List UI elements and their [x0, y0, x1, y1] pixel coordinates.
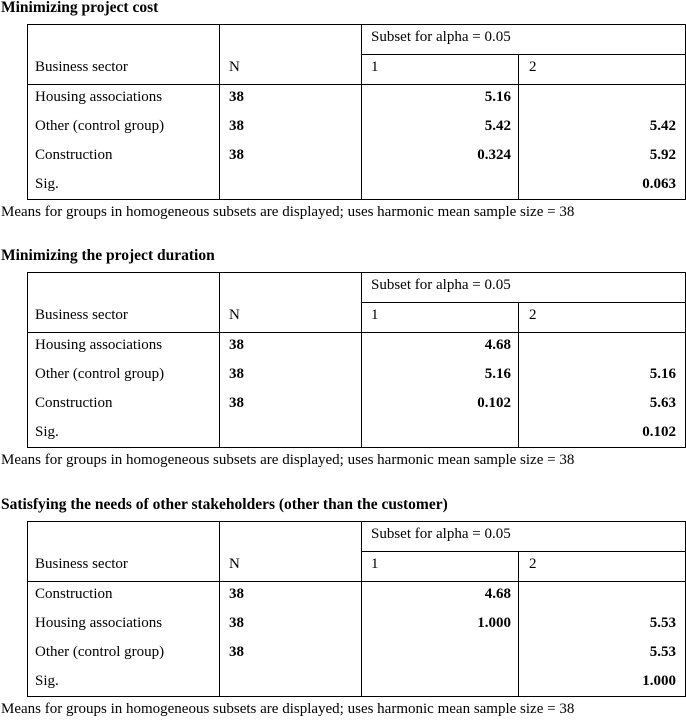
- row-n: 38: [229, 615, 244, 631]
- results-table: [0, 24, 686, 200]
- row-label: Other (control group): [35, 366, 165, 382]
- row-subset-1: 0.324: [477, 147, 511, 163]
- row-subset-1: 4.68: [484, 337, 511, 353]
- row-subset-2: 5.92: [649, 147, 676, 163]
- header-subset-1: 1: [371, 59, 379, 75]
- row-label: Sig.: [35, 424, 59, 440]
- subset-header-divider: [361, 551, 686, 552]
- table-border-left: [27, 521, 28, 697]
- subset-header-divider: [361, 54, 686, 55]
- table-footnote: Means for groups in homogeneous subsets are displayed; uses harmonic mean sample size = 38: [1, 204, 575, 220]
- row-n: 38: [229, 395, 244, 411]
- row-subset-1: 0.102: [477, 395, 511, 411]
- header-subset-for-alpha: Subset for alpha = 0.05: [371, 526, 511, 542]
- header-n: N: [229, 307, 240, 323]
- header-body-divider: [27, 84, 686, 85]
- table-border-top: [27, 521, 686, 522]
- col-divider-subset1: [361, 521, 362, 697]
- row-label: Construction: [35, 586, 113, 602]
- col-divider-n: [219, 521, 220, 697]
- row-subset-2: 0.063: [642, 176, 676, 192]
- header-subset-2: 2: [529, 556, 537, 572]
- row-subset-2: 5.42: [649, 118, 676, 134]
- section-title: Satisfying the needs of other stakeholders (other than the customer): [1, 496, 448, 513]
- subset-header-divider: [361, 302, 686, 303]
- row-label: Housing associations: [35, 89, 163, 105]
- table-footnote: Means for groups in homogeneous subsets are displayed; uses harmonic mean sample size = 38: [1, 701, 575, 717]
- header-body-divider: [27, 332, 686, 333]
- section-title: Minimizing project cost: [1, 0, 159, 16]
- row-label: Housing associations: [35, 615, 163, 631]
- row-subset-2: 0.102: [642, 424, 676, 440]
- header-business-sector: Business sector: [35, 59, 128, 75]
- header-business-sector: Business sector: [35, 556, 128, 572]
- table-border-left: [27, 272, 28, 448]
- header-subset-1: 1: [371, 556, 379, 572]
- header-body-divider: [27, 581, 686, 582]
- header-subset-for-alpha: Subset for alpha = 0.05: [371, 29, 511, 45]
- row-n: 38: [229, 644, 244, 660]
- row-subset-2: 5.63: [649, 395, 676, 411]
- table-border-bottom: [27, 199, 686, 200]
- row-subset-2: 5.53: [649, 615, 676, 631]
- row-label: Other (control group): [35, 118, 165, 134]
- row-n: 38: [229, 586, 244, 602]
- row-subset-1: 5.16: [484, 89, 511, 105]
- table-border-top: [27, 272, 686, 273]
- row-subset-1: 4.68: [484, 586, 511, 602]
- row-label: Construction: [35, 147, 113, 163]
- row-label: Sig.: [35, 176, 59, 192]
- header-n: N: [229, 556, 240, 572]
- row-n: 38: [229, 147, 244, 163]
- col-divider-n: [219, 24, 220, 200]
- col-divider-subset1: [361, 24, 362, 200]
- row-subset-1: 5.42: [484, 118, 511, 134]
- row-n: 38: [229, 118, 244, 134]
- row-n: 38: [229, 337, 244, 353]
- row-label: Other (control group): [35, 644, 165, 660]
- row-label: Construction: [35, 395, 113, 411]
- header-subset-for-alpha: Subset for alpha = 0.05: [371, 277, 511, 293]
- row-n: 38: [229, 89, 244, 105]
- table-border-bottom: [27, 447, 686, 448]
- header-n: N: [229, 59, 240, 75]
- table-border-left: [27, 24, 28, 200]
- row-subset-2: 5.53: [649, 644, 676, 660]
- header-subset-2: 2: [529, 59, 537, 75]
- section-title: Minimizing the project duration: [1, 247, 215, 264]
- table-border-bottom: [27, 696, 686, 697]
- row-label: Sig.: [35, 673, 59, 689]
- header-subset-1: 1: [371, 307, 379, 323]
- row-subset-1: 5.16: [484, 366, 511, 382]
- results-table: [0, 272, 686, 448]
- row-label: Housing associations: [35, 337, 163, 353]
- table-border-top: [27, 24, 686, 25]
- row-subset-2: 1.000: [642, 673, 676, 689]
- results-table: [0, 521, 686, 697]
- table-footnote: Means for groups in homogeneous subsets are displayed; uses harmonic mean sample size = 38: [1, 452, 575, 468]
- row-subset-2: 5.16: [649, 366, 676, 382]
- row-n: 38: [229, 366, 244, 382]
- header-subset-2: 2: [529, 307, 537, 323]
- header-business-sector: Business sector: [35, 307, 128, 323]
- row-subset-1: 1.000: [477, 615, 511, 631]
- col-divider-subset1: [361, 272, 362, 448]
- col-divider-n: [219, 272, 220, 448]
